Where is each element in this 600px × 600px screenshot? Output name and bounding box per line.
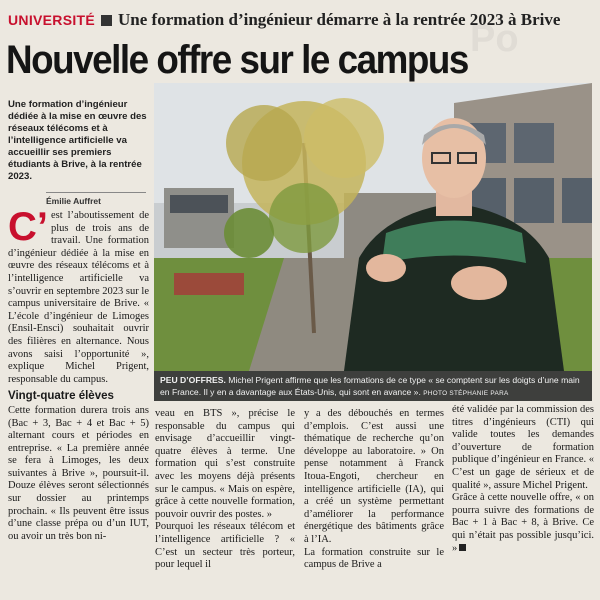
column-3-paragraph-1: y a des débouchés en termes d’emplois. C’est aussi une thématique de recherche qu’on développe au laboratoire. » On pense notamment à Franck Itoua-Engoti, chercheur en intelligence artificielle (IA), qui a créé un système permettant d’améliorer la performance énergétique des bâtiments grâce à l’IA. xyxy=(304,408,444,545)
intro-paragraph: Une formation d’ingénieur dédiée à la mise en œuvre des réseaux télécoms et à l’intelligence artificielle va accueillir ses premiers étudiants à Brive, à la rentrée 2023. xyxy=(8,99,147,182)
kicker xyxy=(8,6,594,34)
end-of-article-mark xyxy=(459,544,466,551)
dropcap: C’ xyxy=(8,205,48,249)
column-4-paragraph-2 xyxy=(452,492,594,555)
column-4-paragraph-1: été validée par la commission des titres d’ingénieurs (CTI) qui valide toutes les demandes d’ouverture de formation publique d’ingénieur en France. « C’est un gage de sérieux et de qualité », assure Michel Prigent. xyxy=(452,404,594,491)
article-photo xyxy=(154,83,592,371)
column-3-paragraph-2: La formation construite sur le campus de Brive a xyxy=(304,546,444,571)
caption-lead: PEU D’OFFRES. xyxy=(160,375,226,385)
kicker-text: Une formation d’ingénieur démarre à la rentrée 2023 à Brive xyxy=(118,10,561,29)
column-2-paragraph-2: Pourquoi les réseaux télécom et l’intelligence artificielle ? « C’est un secteur très porteur, pour lequel il xyxy=(155,521,295,571)
subheading: Vingt-quatre élèves xyxy=(8,390,114,403)
column-1-paragraph-2: Cette formation durera trois ans (Bac + 3, Bac + 4 et Bac + 5) alternant cours et périodes en entreprise. « La première année se fera à Limoges, les deux suivantes à Brive », poursuit-il. Douze élèves seront sélectionnés sur dossier au printemps prochain. « Ils peuvent être issus d’une classe prépa ou d’un IUT, ou avoir un très bon ni- xyxy=(8,404,149,542)
article-column-4 xyxy=(452,404,594,555)
photo-credit: PHOTO STÉPHANIE PARA xyxy=(423,390,509,397)
caption-text: Michel Prigent affirme que les formations de ce type « se comptent sur les doigts d’une main en France. Il y en a davantage aux États-Unis, qui sont en avance ». xyxy=(160,375,580,397)
adjacent-page-bleed: Po xyxy=(470,18,519,60)
photo-illustration xyxy=(154,83,592,371)
photo-caption xyxy=(154,371,592,401)
column-4-paragraph-2-text: Grâce à cette nouvelle offre, « on pourra suivre des formations de Bac + 1 à Bac + 8, à Brive. Ce qui n’était pas possible jusqu’ici. » xyxy=(452,492,594,554)
article-column-3 xyxy=(304,408,444,572)
article-column-1 xyxy=(8,205,149,543)
byline: Émilie Auffret xyxy=(46,192,146,206)
column-2-paragraph-1: veau en BTS », précise le responsable du campus qui envisage d’accueillir vingt-quatre élèves à terme. Une formation qui s’est construite avec les moyens déjà présents sur le campus. « Mais on espère, grâce à cette nouvelle formation, pouvoir ouvrir des postes. » xyxy=(155,408,295,520)
headline: Nouvelle offre sur le campus xyxy=(6,38,468,82)
column-1-paragraph-1: est l’aboutissement de plus de trois ans de travail. Une formation d’ingénieur dédiée à la mise en œuvre des réseaux télécoms et à l’intelligence artificielle va s’ouvrir en septembre 2023 sur le campus universitaire de Brive. « L’école d’ingénieur de Limoges (Ensil-Ensci) souhaitait ouvrir des filières en alternance. Nous avons saisi l’opportunité », explique Michel Prigent, responsable du campus. xyxy=(8,210,149,385)
kicker-separator xyxy=(101,15,112,26)
article-column-2 xyxy=(155,408,295,572)
section-label: UNIVERSITÉ xyxy=(8,12,96,28)
